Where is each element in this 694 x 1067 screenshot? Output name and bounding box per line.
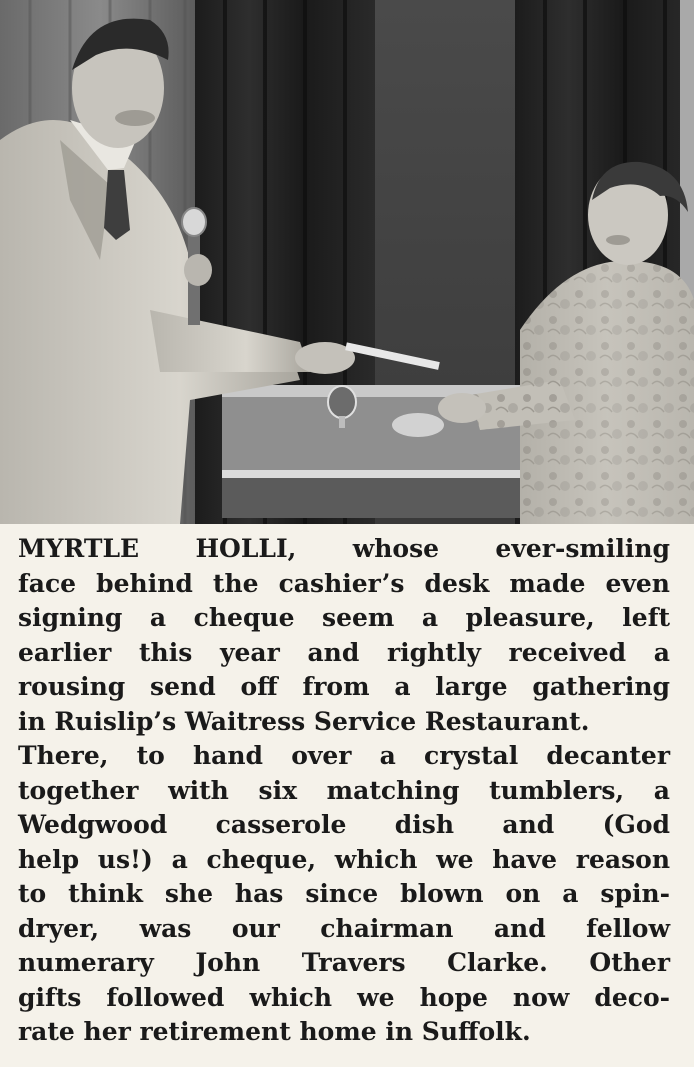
caption-line: in Ruislip’s Waitress Service Restaurant. [18,706,590,736]
caption-line: Wedgwood casserole dish and (God [18,810,670,839]
article-caption [18,532,670,1050]
caption-line: gifts followed which we hope now deco- [18,982,670,1012]
presentation-photograph [0,0,694,524]
caption-line: earlier this year and rightly received a [18,637,670,667]
caption-line: MYRTLE HOLLI, whose ever-smiling [18,534,670,563]
caption-line: rate her retirement home in Suffolk. [18,1017,531,1046]
caption-line: dryer, was our chairman and fellow [18,913,670,943]
caption-line: rousing send off from a large gathering [18,672,670,701]
caption-line: help us!) a cheque, which we have reason [18,844,670,874]
photo-illustration [0,0,694,524]
caption-line: to think she has since blown on a spin- [18,879,670,908]
caption-line: face behind the cashier’s desk made even [18,568,670,598]
caption-line: numerary John Travers Clarke. Other [18,948,670,977]
caption-line: There, to hand over a crystal decanter [18,741,670,770]
caption-line: together with six matching tumblers, a [18,775,670,805]
caption-line: signing a cheque seem a pleasure, left [18,603,670,632]
